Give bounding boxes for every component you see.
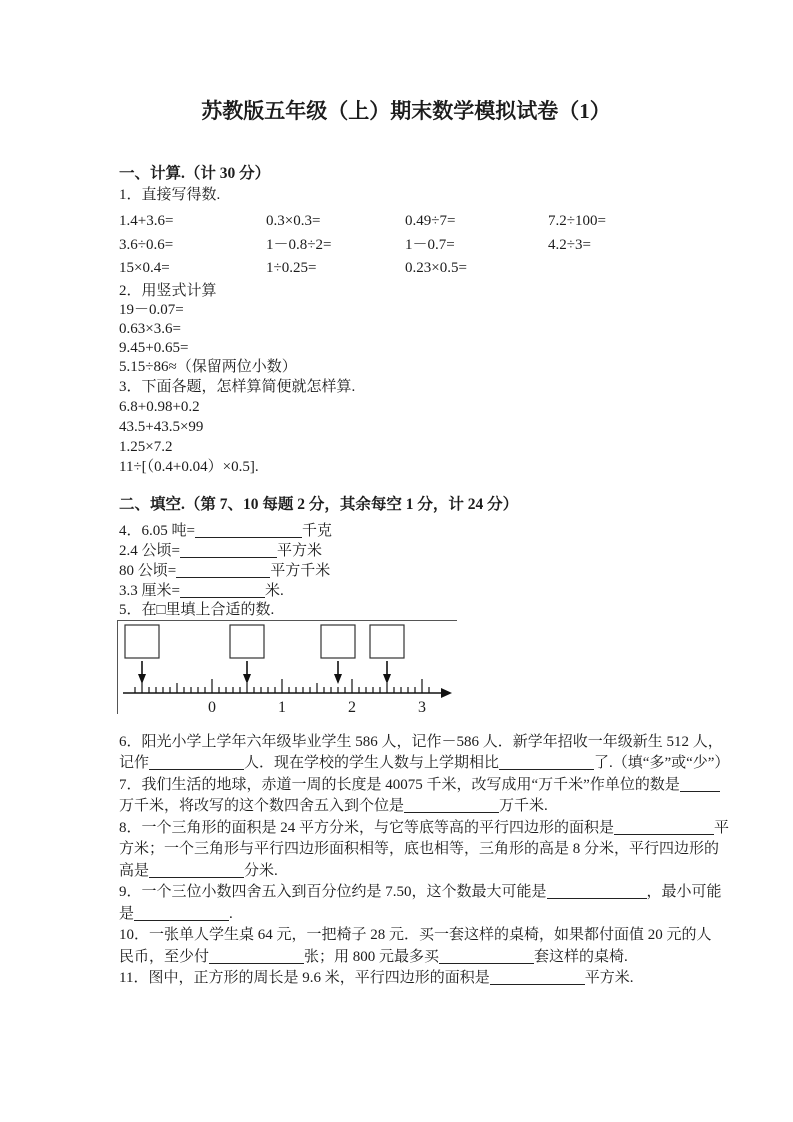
text-line bbox=[119, 796, 693, 818]
text-run: 方米；一个三角形与平行四边形面积相等，底也相等，三角形的高是 8 分米，平行四边形的 bbox=[119, 841, 720, 857]
text-run: 平方米 bbox=[276, 542, 322, 559]
pointer-arrowhead bbox=[383, 674, 391, 684]
expression-cell: 0.3×0.3= bbox=[266, 213, 321, 229]
section-calc-heading: 一、计算.（计 30 分） bbox=[119, 165, 271, 182]
text-run: 43.5+43.5×99 bbox=[119, 418, 204, 435]
text-line bbox=[119, 732, 723, 754]
text-line bbox=[119, 839, 720, 861]
text-run: 平 bbox=[714, 819, 730, 836]
text-run: 6．阳光小学上学年六年级毕业学生 586 人，记作－586 人．新学年招收一年级新生 512 人， bbox=[119, 733, 723, 750]
pointer-arrowhead bbox=[138, 674, 146, 684]
pointer-arrowhead bbox=[334, 674, 342, 684]
text-run: 平方千米 bbox=[270, 562, 331, 579]
text-run: 人．现在学校的学生人数与上学期相比 bbox=[244, 755, 500, 771]
text-line bbox=[119, 397, 693, 417]
expression-cell: 3.6÷0.6= bbox=[119, 236, 174, 253]
expression-cell: 1－0.8÷2= bbox=[266, 236, 332, 253]
text-line bbox=[119, 301, 693, 320]
section-fill-heading: 二、填空.（第 7、10 每题 2 分，其余每空 1 分，计 24 分） bbox=[119, 495, 519, 513]
expression-cell: 0.23×0.5= bbox=[405, 260, 467, 276]
fill-in-blank bbox=[180, 542, 277, 558]
text-line bbox=[119, 320, 693, 339]
tick-label: 1 bbox=[278, 698, 286, 716]
answer-box bbox=[321, 625, 355, 658]
axis-arrowhead bbox=[441, 688, 452, 698]
text-run: 高是 bbox=[119, 862, 150, 879]
text-line bbox=[119, 358, 693, 377]
text-line bbox=[119, 561, 693, 581]
number-line-figure bbox=[117, 620, 461, 720]
q10-paragraph bbox=[119, 925, 712, 968]
q2-label: 2．用竖式计算 bbox=[119, 282, 217, 299]
grid-row bbox=[119, 257, 693, 281]
fill-in-blank bbox=[490, 969, 585, 985]
answer-box bbox=[125, 625, 159, 658]
text-line bbox=[119, 925, 712, 947]
expression-cell bbox=[548, 257, 693, 281]
tick-label: 3 bbox=[418, 698, 426, 716]
text-run: ，最小可能 bbox=[646, 884, 722, 900]
q1-label: 1．直接写得数. bbox=[119, 187, 221, 203]
text-run: 10．一张单人学生桌 64 元，一把椅子 28 元．买一套这样的桌椅，如果都付面值 20 元的人 bbox=[119, 927, 712, 943]
text-line bbox=[119, 818, 730, 840]
q4-unit-conversions bbox=[119, 521, 693, 601]
answer-box bbox=[370, 625, 404, 658]
text-line bbox=[119, 753, 730, 775]
text-run: 5.15÷86≈（保留两位小数） bbox=[119, 358, 297, 375]
fill-in-blank bbox=[439, 948, 534, 964]
q9-paragraph bbox=[119, 882, 722, 925]
text-line bbox=[119, 339, 693, 358]
text-run: 6.8+0.98+0.2 bbox=[119, 398, 200, 415]
fill-in-blank bbox=[614, 819, 714, 835]
text-run: 民币，至少付 bbox=[119, 948, 210, 965]
q8-paragraph bbox=[119, 818, 730, 883]
text-run: 7．我们生活的地球，赤道一周的长度是 40075 千米，改写成用“万千米”作单位的数是 bbox=[119, 776, 680, 793]
expression-cell: 0.49÷7= bbox=[405, 213, 456, 229]
text-line bbox=[119, 437, 693, 457]
pointer-arrowhead bbox=[243, 674, 251, 684]
text-run: 2.4 公顷= bbox=[119, 542, 180, 559]
text-line bbox=[119, 581, 693, 601]
tick-label: 0 bbox=[208, 698, 216, 716]
q2-items bbox=[119, 301, 693, 377]
q3-items bbox=[119, 397, 693, 477]
page-title: 苏教版五年级（上）期末数学模拟试卷（1） bbox=[201, 99, 611, 123]
text-run: 千克 bbox=[301, 522, 332, 539]
text-run: 分米. bbox=[244, 862, 278, 879]
fill-in-blank bbox=[149, 862, 244, 878]
text-run: 3.3 厘米= bbox=[119, 582, 180, 599]
expression-cell: 1÷0.25= bbox=[266, 260, 317, 276]
text-run: 11．图中，正方形的周长是 9.6 米，平行四边形的面积是 bbox=[119, 970, 490, 986]
text-run: 套这样的桌椅. bbox=[534, 948, 628, 965]
fill-in-blank bbox=[180, 582, 265, 598]
text-line bbox=[119, 882, 722, 904]
text-run: 9.45+0.65= bbox=[119, 339, 189, 356]
q6-paragraph bbox=[119, 732, 730, 775]
expression-cell: 7.2÷100= bbox=[548, 213, 606, 229]
q1-mental-math-grid bbox=[119, 210, 693, 281]
q7-paragraph bbox=[119, 775, 693, 818]
fill-in-blank bbox=[547, 883, 647, 899]
answer-box bbox=[230, 625, 264, 658]
text-line bbox=[119, 904, 693, 926]
text-run: 80 公顷= bbox=[119, 562, 177, 579]
text-line bbox=[119, 521, 693, 541]
text-run: . bbox=[229, 905, 233, 922]
text-run: 平方米. bbox=[584, 970, 634, 986]
fill-in-blank bbox=[209, 948, 304, 964]
grid-row bbox=[119, 210, 693, 234]
fill-in-blank bbox=[499, 754, 594, 770]
text-run: 了.（填“多”或“少”） bbox=[594, 755, 730, 771]
text-line bbox=[119, 968, 693, 990]
text-run: 万千米. bbox=[499, 798, 548, 814]
text-line bbox=[119, 947, 693, 969]
text-run: 19－0.07= bbox=[119, 301, 184, 318]
grid-row bbox=[119, 234, 693, 258]
expression-cell: 15×0.4= bbox=[119, 260, 170, 276]
expression-cell: 1－0.7= bbox=[405, 236, 455, 253]
fill-in-blank bbox=[195, 522, 302, 538]
text-line bbox=[119, 861, 693, 883]
text-line bbox=[119, 775, 693, 797]
q3-label: 3．下面各题，怎样算简便就怎样算. bbox=[119, 378, 356, 395]
text-run: 9．一个三位小数四舍五入到百分位约是 7.50，这个数最大可能是 bbox=[119, 884, 547, 900]
text-run: 是 bbox=[119, 905, 135, 922]
text-run: 0.63×3.6= bbox=[119, 320, 181, 337]
fill-in-blank bbox=[149, 754, 244, 770]
text-run: 8．一个三角形的面积是 24 平方分米，与它等底等高的平行四边形的面积是 bbox=[119, 819, 615, 836]
fill-in-blank bbox=[680, 776, 720, 792]
text-line bbox=[119, 541, 693, 561]
text-run: 1.25×7.2 bbox=[119, 438, 173, 455]
text-run: 万千米，将改写的这个数四舍五入到个位是 bbox=[119, 798, 405, 814]
q11-paragraph bbox=[119, 968, 693, 990]
text-run: 记作 bbox=[119, 755, 150, 771]
fill-in-blank bbox=[134, 905, 229, 921]
tick-label: 2 bbox=[348, 698, 356, 716]
expression-cell: 1.4+3.6= bbox=[119, 213, 174, 229]
text-run: 11÷[（0.4+0.04）×0.5]. bbox=[119, 458, 259, 475]
text-run: 米. bbox=[264, 582, 284, 599]
text-line bbox=[119, 417, 693, 437]
fill-in-blank bbox=[404, 797, 499, 813]
text-run: 张；用 800 元最多买 bbox=[304, 948, 440, 965]
q5-label: 5．在□里填上合适的数. bbox=[119, 601, 275, 618]
text-line bbox=[119, 457, 693, 477]
text-run: 4．6.05 吨= bbox=[119, 522, 195, 539]
fill-in-blank bbox=[176, 562, 270, 578]
expression-cell: 4.2÷3= bbox=[548, 236, 591, 253]
